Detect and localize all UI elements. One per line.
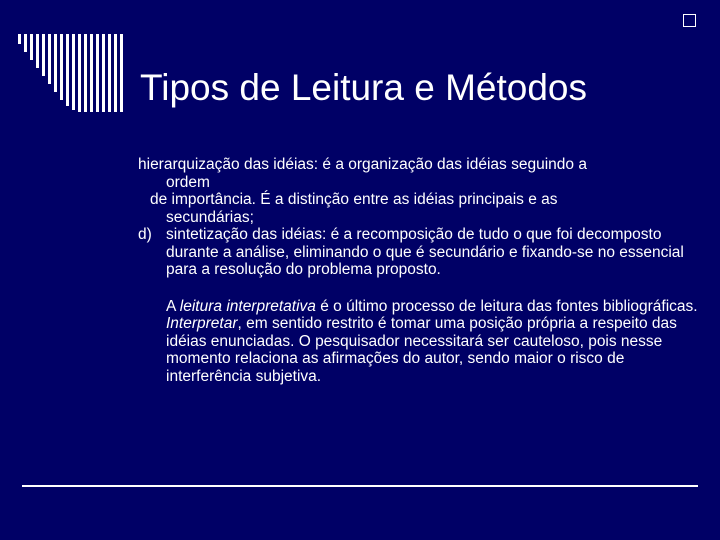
list-item-text: sintetização das idéias: é a recomposição de tudo o que foi decomposto durante a análise, eliminando o que é secundário e fixando-se no essencial para a resolução do problema proposto. [166,226,684,278]
decorative-bar [96,34,99,112]
decorative-bar [36,34,39,68]
decorative-bar [54,34,57,92]
decorative-bar [78,34,81,112]
bottom-rule [22,485,698,487]
list-item-d [138,226,698,279]
paragraph-text: A [166,297,180,315]
decorative-bar [108,34,111,112]
interpretive-paragraph [138,298,698,386]
decorative-bar [66,34,69,106]
decorative-bar [18,34,21,44]
slide-body [138,156,698,385]
decorative-bar [24,34,27,52]
decorative-bar [72,34,75,110]
list-marker: d) [138,226,152,243]
emphasis-text: Interpretar [166,315,238,332]
decorative-bar [84,34,87,112]
body-line: secundárias; [166,208,254,226]
body-line: de importância. É a distinção entre as idéias principais e as [150,191,558,208]
decorative-bar [120,34,123,112]
decorative-square [683,14,696,27]
decorative-bar [42,34,45,76]
body-line: hierarquização das idéias: é a organização das idéias seguindo a [138,156,587,173]
decorative-bar [30,34,33,60]
slide-title: Tipos de Leitura e Métodos [140,67,587,108]
emphasis-text: leitura interpretativa [179,297,316,315]
body-line: ordem [166,173,210,191]
decorative-bar [48,34,51,84]
decorative-bar [102,34,105,112]
decorative-bar [60,34,63,100]
paragraph-text: é o último processo de leitura das fontes bibliográficas. [315,297,698,315]
decorative-bars [18,34,128,112]
decorative-bar [90,34,93,112]
decorative-bar [114,34,117,112]
paragraph-text: , em sentido restrito é tomar uma posição própria a respeito das idéias enunciadas. O pesquisador necessitará ser cauteloso, pois nesse momento relaciona as afirmações do autor, sendo maior o risco de interferência subjetiva. [166,315,677,385]
